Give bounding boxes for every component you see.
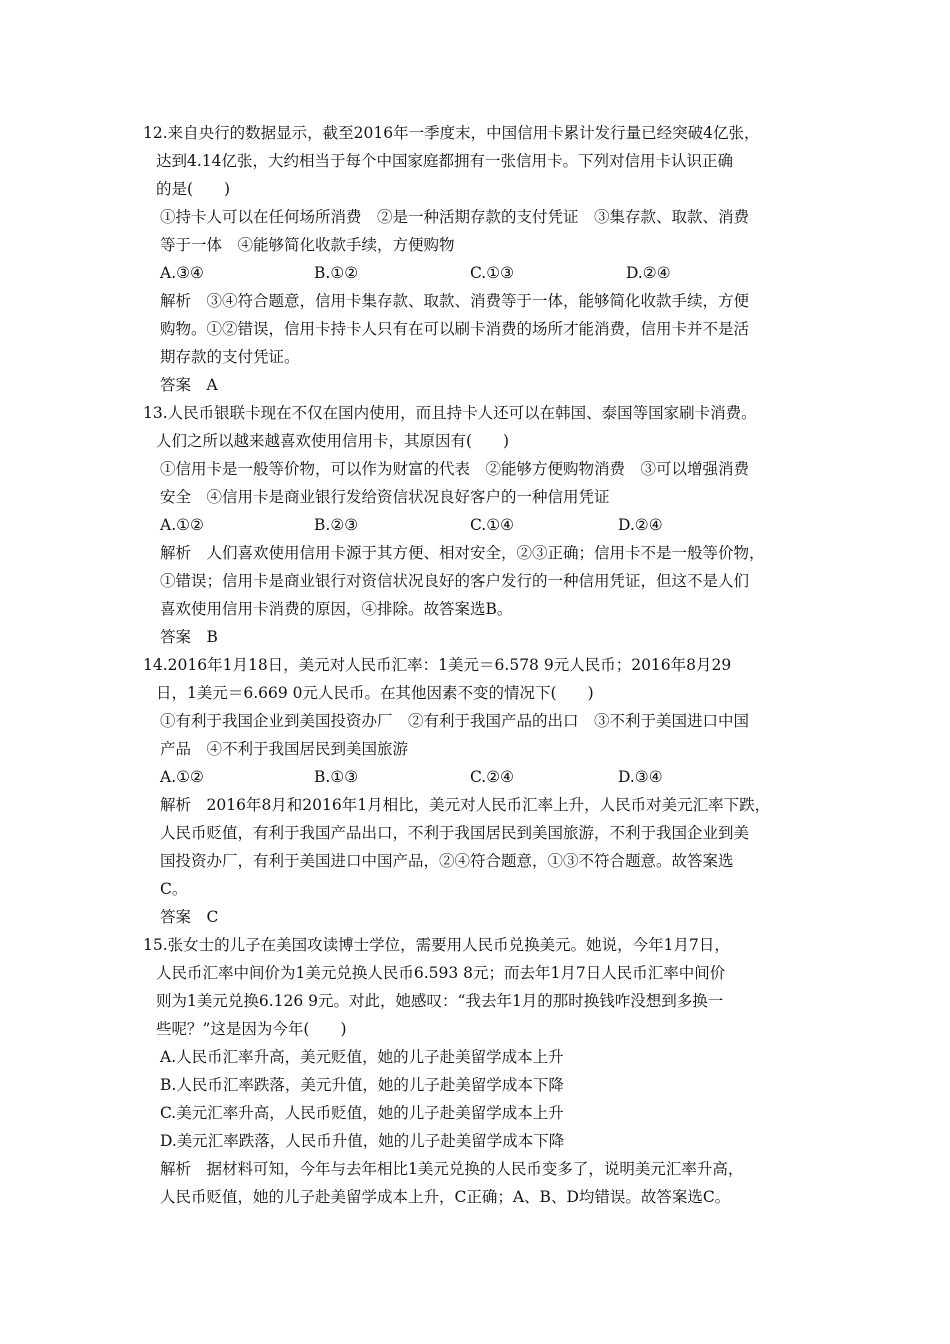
- question-stem-line: 的是( ): [156, 180, 231, 198]
- question-stem-line: 15.张女士的儿子在美国攻读博士学位，需要用人民币兑换美元。她说，今年1月7日，: [143, 936, 730, 954]
- question-stem-line: 人们之所以越来越喜欢使用信用卡，其原因有( ): [156, 432, 510, 450]
- option-c: C.①④: [470, 516, 515, 534]
- option-c: C.①③: [470, 264, 515, 282]
- option-c: C.美元汇率升高，人民币贬值，她的儿子赴美留学成本上升: [160, 1104, 564, 1122]
- option-a: A.人民币汇率升高，美元贬值，她的儿子赴美留学成本上升: [160, 1048, 564, 1066]
- question-stem-line: 人民币汇率中间价为1美元兑换人民币6.593 8元；而去年1月7日人民币汇率中间价: [156, 964, 726, 982]
- analysis-line: 期存款的支付凭证。: [160, 348, 300, 366]
- option-d: D.美元汇率跌落，人民币升值，她的儿子赴美留学成本下降: [160, 1132, 565, 1150]
- answer-line: 答案 B: [160, 628, 218, 646]
- option-a: A.①②: [160, 516, 204, 534]
- analysis-line: 解析 人们喜欢使用信用卡源于其方便、相对安全，②③正确；信用卡不是一般等价物，: [160, 544, 765, 562]
- option-b: B.①③: [314, 768, 359, 786]
- analysis-line: 解析 2016年8月和2016年1月相比，美元对人民币汇率上升，人民币对美元汇率下跌，: [160, 796, 771, 814]
- option-a: A.①②: [160, 768, 204, 786]
- question-stem-line: 则为1美元兑换6.126 9元。对此，她感叹：“我去年1月的那时换钱咋没想到多换一: [156, 992, 724, 1010]
- option-a: A.③④: [160, 264, 204, 282]
- statement-line: 产品 ④不利于我国居民到美国旅游: [160, 740, 409, 758]
- question-stem-line: 日，1美元＝6.669 0元人民币。在其他因素不变的情况下( ): [156, 684, 594, 702]
- analysis-line: ①错误；信用卡是商业银行对资信状况良好的客户发行的一种信用凭证，但这不是人们: [160, 572, 750, 590]
- analysis-line: 喜欢使用信用卡消费的原因，④排除。故答案选B。: [160, 600, 513, 618]
- analysis-line: 解析 ③④符合题意，信用卡集存款、取款、消费等于一体，能够简化收款手续，方便: [160, 292, 750, 310]
- analysis-line: 人民币贬值，她的儿子赴美留学成本上升，C正确；A、B、D均错误。故答案选C。: [160, 1188, 731, 1206]
- option-b: B.②③: [314, 516, 359, 534]
- statement-line: 等于一体 ④能够简化收款手续，方便购物: [160, 236, 455, 254]
- statement-line: 安全 ④信用卡是商业银行发给资信状况良好客户的一种信用凭证: [160, 488, 610, 506]
- statement-line: ①有利于我国企业到美国投资办厂 ②有利于我国产品的出口 ③不利于美国进口中国: [160, 712, 750, 730]
- analysis-line: 人民币贬值，有利于我国产品出口，不利于我国居民到美国旅游，不利于我国企业到美: [160, 824, 750, 842]
- option-d: D.②④: [618, 516, 663, 534]
- option-c: C.②④: [470, 768, 515, 786]
- statement-line: ①持卡人可以在任何场所消费 ②是一种活期存款的支付凭证 ③集存款、取款、消费: [160, 208, 750, 226]
- option-b: B.①②: [314, 264, 359, 282]
- answer-line: 答案 A: [160, 376, 218, 394]
- question-stem-line: 14.2016年1月18日，美元对人民币汇率：1美元＝6.578 9元人民币；2016年8月29: [143, 656, 732, 674]
- question-stem-line: 13.人民币银联卡现在不仅在国内使用，而且持卡人还可以在韩国、泰国等国家刷卡消费。: [143, 404, 757, 422]
- analysis-line: 购物。①②错误，信用卡持卡人只有在可以刷卡消费的场所才能消费，信用卡并不是活: [160, 320, 750, 338]
- question-stem-line: 些呢？”这是因为今年( ): [156, 1020, 347, 1038]
- question-stem-line: 达到4.14亿张，大约相当于每个中国家庭都拥有一张信用卡。下列对信用卡认识正确: [156, 152, 734, 170]
- statement-line: ①信用卡是一般等价物，可以作为财富的代表 ②能够方便购物消费 ③可以增强消费: [160, 460, 750, 478]
- option-b: B.人民币汇率跌落，美元升值，她的儿子赴美留学成本下降: [160, 1076, 564, 1094]
- analysis-line: 国投资办厂，有利于美国进口中国产品，②④符合题意，①③不符合题意。故答案选: [160, 852, 734, 870]
- analysis-line: 解析 据材料可知，今年与去年相比1美元兑换的人民币变多了，说明美元汇率升高，: [160, 1160, 744, 1178]
- answer-line: 答案 C: [160, 908, 219, 926]
- analysis-line: C。: [160, 880, 188, 898]
- question-stem-line: 12.来自央行的数据显示，截至2016年一季度末，中国信用卡累计发行量已经突破4亿张，: [143, 124, 760, 142]
- option-d: D.③④: [618, 768, 663, 786]
- option-d: D.②④: [626, 264, 671, 282]
